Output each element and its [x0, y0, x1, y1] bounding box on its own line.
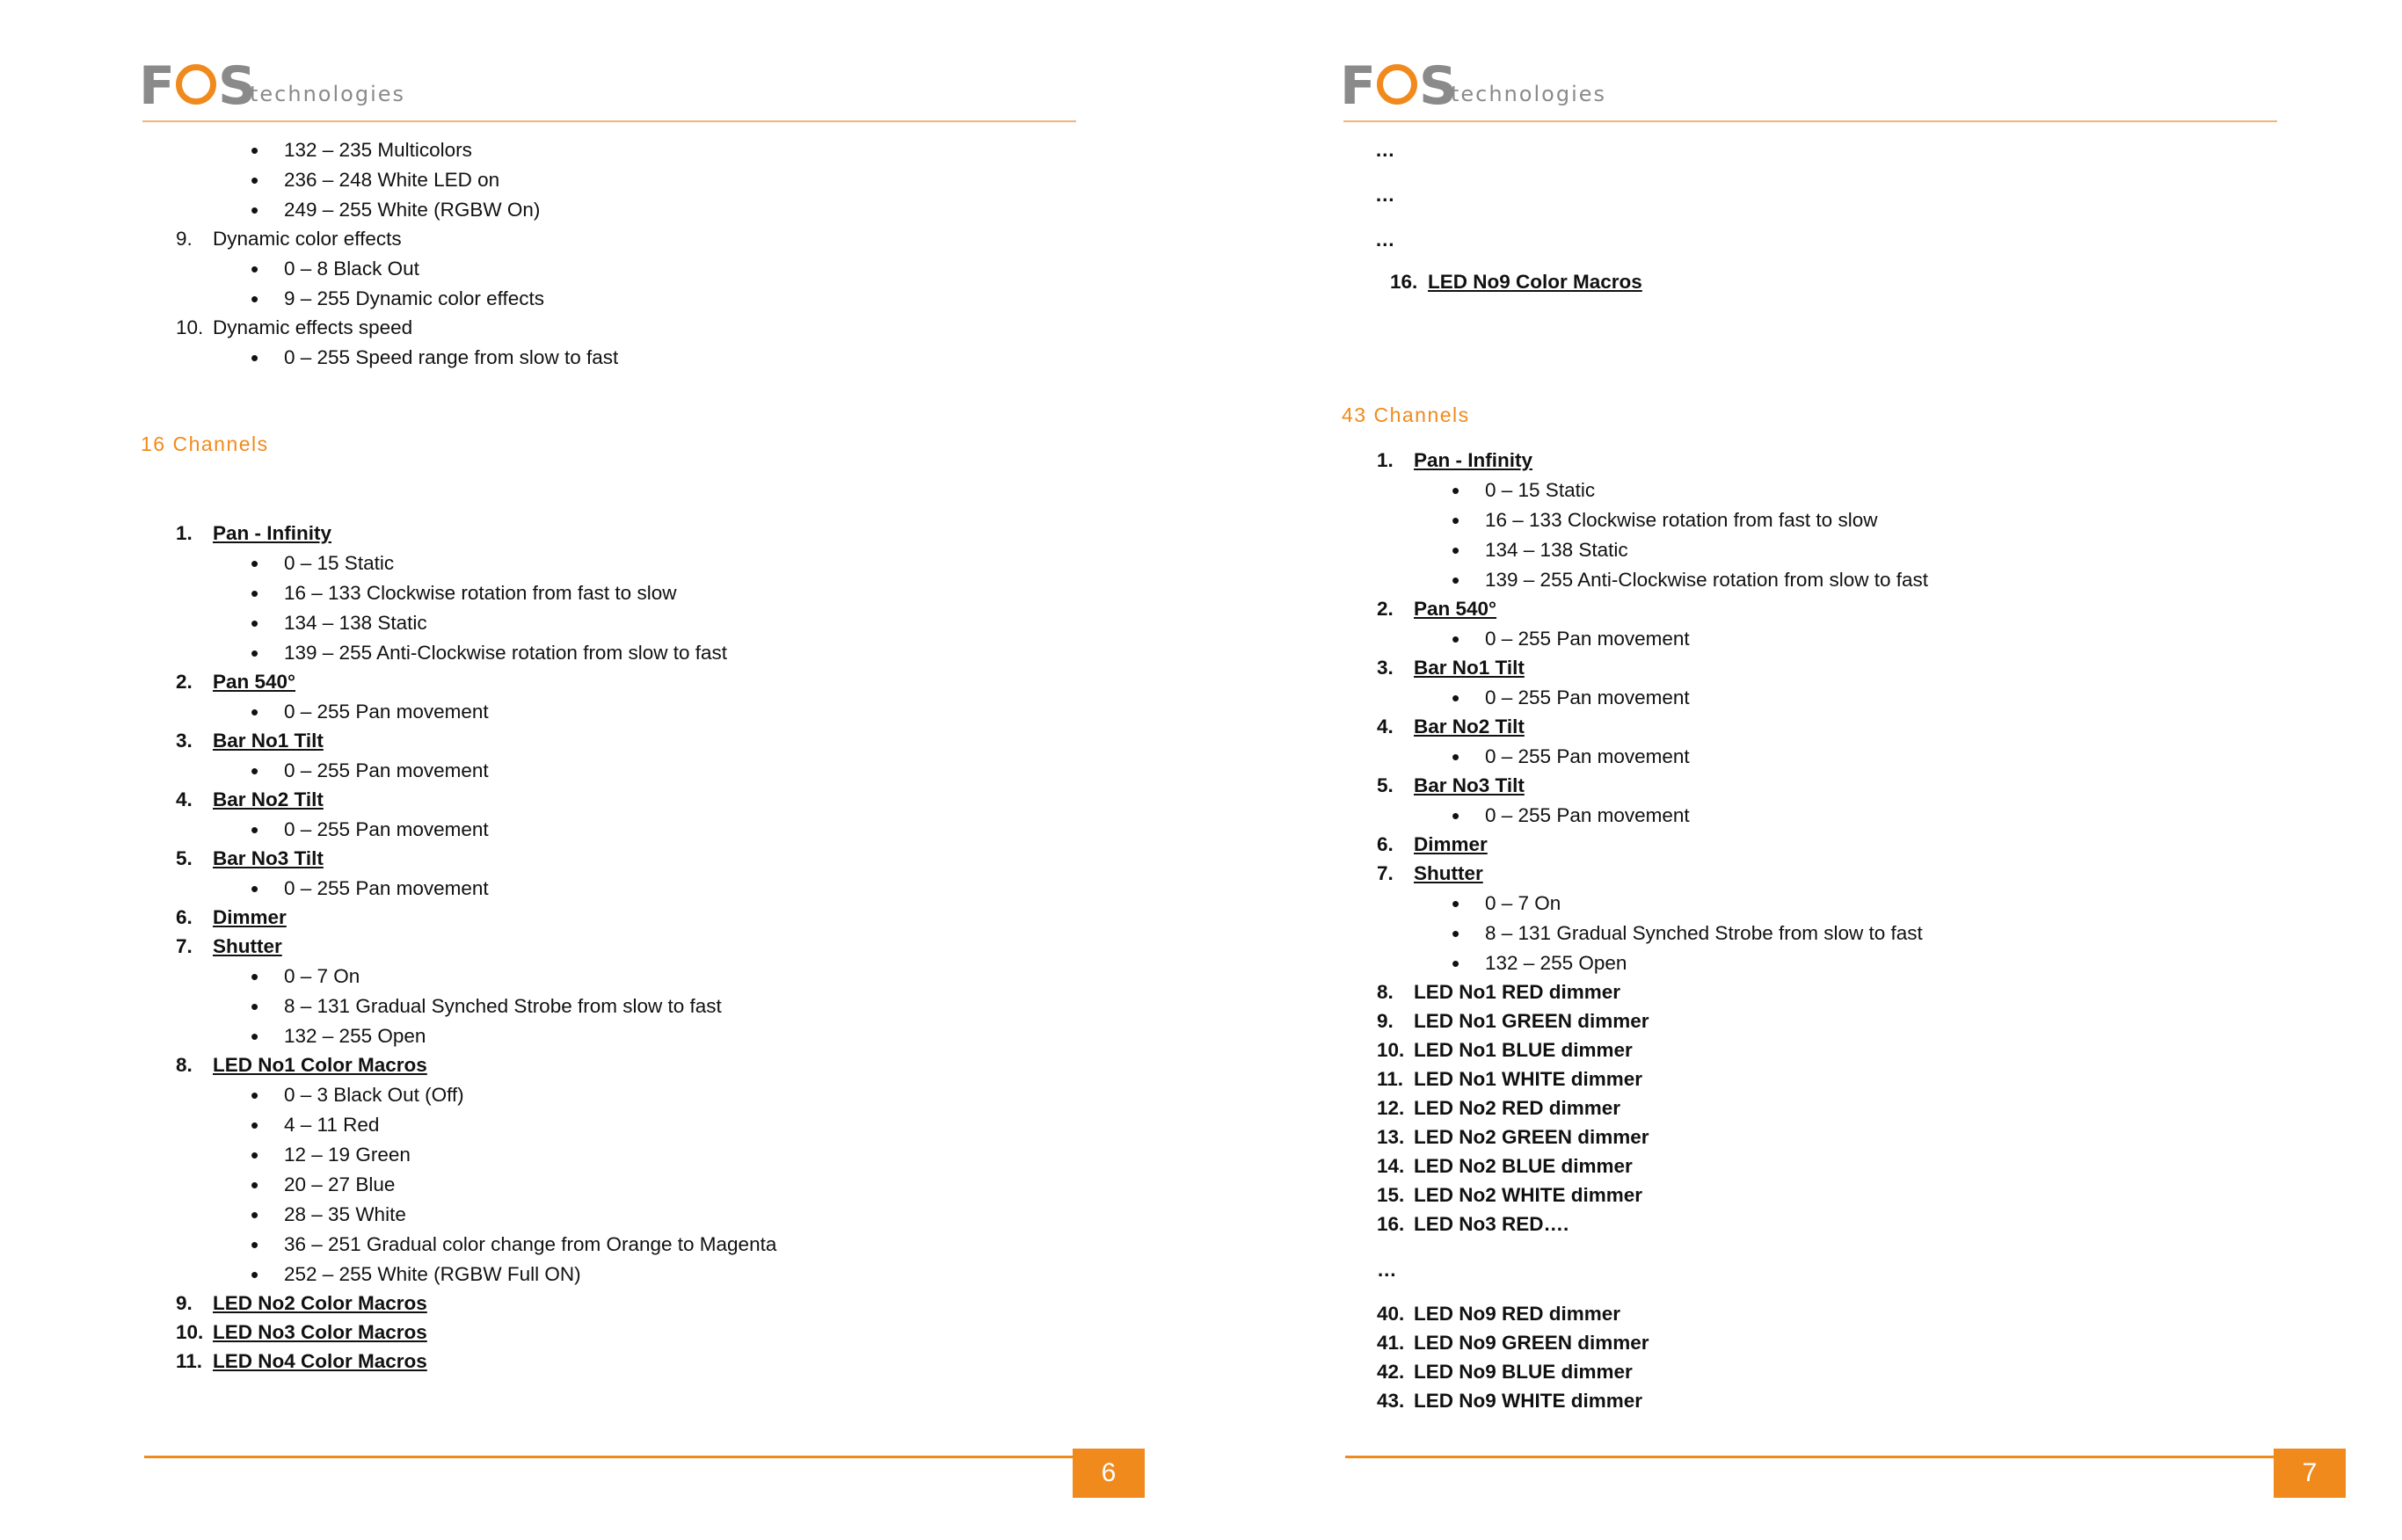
logo-suffix: technologies: [1451, 82, 1606, 106]
bullet-icon: •: [1452, 626, 1460, 652]
list-item-number: 40.: [1377, 1303, 1405, 1325]
bullet-icon: •: [251, 875, 259, 902]
list-item-number: 11.: [176, 1350, 203, 1372]
list-item: 0 – 255 Speed range from slow to fast: [284, 346, 619, 368]
bullet-icon: •: [251, 286, 259, 312]
bullet-icon: •: [251, 1082, 259, 1108]
bullet-icon: •: [251, 167, 259, 193]
list-item-number: 9.: [176, 228, 193, 250]
list-item: 139 – 255 Anti-Clockwise rotation from slow to fast: [284, 642, 727, 664]
channel-heading: Pan - Infinity: [1414, 449, 1532, 471]
bullet-icon: •: [1452, 477, 1460, 504]
right-page: [1201, 0, 2402, 1540]
list-item: 8 – 131 Gradual Synched Strobe from slow to fast: [284, 995, 722, 1017]
ellipsis: …: [1375, 229, 1395, 251]
footer-rule: [144, 1456, 1073, 1458]
list-item-number: 4.: [1377, 716, 1394, 737]
bullet-icon: •: [251, 963, 259, 990]
bullet-icon: •: [1452, 685, 1460, 711]
bullet-icon: •: [1452, 744, 1460, 770]
page-number: 6: [1073, 1449, 1145, 1498]
bullet-icon: •: [251, 197, 259, 223]
list-item: 0 – 255 Pan movement: [284, 818, 489, 840]
bullet-icon: •: [1452, 803, 1460, 829]
dimmer-channel: LED No9 RED dimmer: [1414, 1303, 1621, 1325]
channel-heading: LED No1 Color Macros: [213, 1054, 427, 1076]
dimmer-channel: LED No1 WHITE dimmer: [1414, 1068, 1643, 1090]
dimmer-channel: LED No9 BLUE dimmer: [1414, 1361, 1633, 1383]
list-item: 249 – 255 White (RGBW On): [284, 199, 541, 221]
channel-heading: Pan 540°: [1414, 598, 1497, 620]
dimmer-channel: LED No2 WHITE dimmer: [1414, 1184, 1643, 1206]
channel-heading: Shutter: [1414, 862, 1483, 884]
bullet-icon: •: [251, 1023, 259, 1050]
bullet-icon: •: [251, 1142, 259, 1168]
list-item: 0 – 255 Pan movement: [1485, 686, 1690, 708]
list-item: 16 – 133 Clockwise rotation from fast to slow: [1485, 509, 1878, 531]
channel-heading: Bar No2 Tilt: [213, 788, 324, 810]
list-item: 0 – 8 Black Out: [284, 258, 419, 280]
bullet-icon: •: [251, 817, 259, 843]
list-item: 36 – 251 Gradual color change from Orange to Magenta: [284, 1233, 777, 1255]
bullet-icon: •: [251, 550, 259, 577]
list-item: 0 – 255 Pan movement: [284, 759, 489, 781]
page-number: 7: [2274, 1449, 2346, 1498]
channel-heading: Bar No3 Tilt: [1414, 774, 1525, 796]
bullet-icon: •: [251, 1261, 259, 1288]
list-item: 4 – 11 Red: [284, 1114, 380, 1136]
bullet-icon: •: [1452, 567, 1460, 593]
bullet-icon: •: [251, 993, 259, 1020]
list-item-heading: Dynamic effects speed: [213, 316, 413, 338]
list-item-number: 12.: [1377, 1097, 1405, 1119]
list-item-number: 1.: [1377, 449, 1394, 471]
list-item-number: 5.: [176, 847, 193, 869]
channel-heading: Bar No1 Tilt: [213, 730, 324, 752]
list-item: 0 – 7 On: [284, 965, 360, 987]
list-item-number: 6.: [176, 906, 193, 928]
bullet-icon: •: [251, 1112, 259, 1138]
list-item: 0 – 15 Static: [1485, 479, 1596, 501]
bullet-icon: •: [251, 256, 259, 282]
dimmer-channel: LED No1 GREEN dimmer: [1414, 1010, 1649, 1032]
list-item: 8 – 131 Gradual Synched Strobe from slow to fast: [1485, 922, 1923, 944]
list-item: 20 – 27 Blue: [284, 1173, 396, 1195]
bullet-icon: •: [251, 1202, 259, 1228]
list-item-number: 43.: [1377, 1390, 1405, 1412]
list-item-number: 9.: [1377, 1010, 1394, 1032]
list-item-number: 5.: [1377, 774, 1394, 796]
logo-ring-icon: [1377, 64, 1417, 105]
bullet-icon: •: [251, 1172, 259, 1198]
list-item-number: 1.: [176, 522, 193, 544]
dimmer-channel: LED No9 WHITE dimmer: [1414, 1390, 1643, 1412]
channel-heading: LED No2 Color Macros: [213, 1292, 427, 1314]
logo-mark: F S: [139, 55, 256, 117]
list-item-number: 14.: [1377, 1155, 1405, 1177]
bullet-icon: •: [251, 345, 259, 371]
header-rule: [142, 120, 1076, 122]
logo-mark: F S: [1340, 55, 1457, 117]
list-item-number: 16.: [1377, 1213, 1405, 1235]
list-item: 132 – 255 Open: [284, 1025, 426, 1047]
list-item: 0 – 255 Pan movement: [1485, 804, 1690, 826]
section-title-43-channels: 43 Channels: [1342, 403, 1470, 426]
channel-heading: Pan - Infinity: [213, 522, 331, 544]
channel-heading: Dimmer: [1414, 833, 1488, 855]
list-item-number: 7.: [176, 935, 193, 957]
list-item: 134 – 138 Static: [284, 612, 427, 634]
list-item-number: 42.: [1377, 1361, 1405, 1383]
list-item: 0 – 3 Black Out (Off): [284, 1084, 464, 1106]
list-item-number: 10.: [1377, 1039, 1405, 1061]
list-item-number: 3.: [176, 730, 193, 752]
list-item: 16 – 133 Clockwise rotation from fast to slow: [284, 582, 677, 604]
channel-heading: LED No4 Color Macros: [213, 1350, 427, 1372]
fos-logo: [1340, 55, 1832, 117]
list-item-number: 8.: [176, 1054, 193, 1076]
list-item: 0 – 255 Pan movement: [1485, 745, 1690, 767]
list-item: 0 – 15 Static: [284, 552, 395, 574]
ellipsis: …: [1375, 139, 1395, 161]
dimmer-channel: LED No2 GREEN dimmer: [1414, 1126, 1649, 1148]
list-item: 28 – 35 White: [284, 1203, 406, 1225]
channel-heading: Bar No2 Tilt: [1414, 716, 1525, 737]
header-rule: [1343, 120, 2277, 122]
list-item-heading: Dynamic color effects: [213, 228, 402, 250]
bullet-icon: •: [1452, 920, 1460, 947]
bullet-icon: •: [251, 137, 259, 163]
dimmer-channel: LED No3 RED….: [1414, 1213, 1569, 1235]
bullet-icon: •: [1452, 507, 1460, 534]
dimmer-channel: LED No1 BLUE dimmer: [1414, 1039, 1633, 1061]
channel-heading: LED No9 Color Macros: [1428, 271, 1642, 293]
dimmer-channel: LED No1 RED dimmer: [1414, 981, 1621, 1003]
ellipsis: …: [1377, 1259, 1397, 1281]
list-item-number: 3.: [1377, 657, 1394, 679]
list-item: 0 – 255 Pan movement: [284, 701, 489, 723]
list-item-number: 13.: [1377, 1126, 1405, 1148]
dimmer-channel: LED No2 RED dimmer: [1414, 1097, 1621, 1119]
footer-rule: [1345, 1456, 2274, 1458]
logo-ring-icon: [176, 64, 216, 105]
list-item: 139 – 255 Anti-Clockwise rotation from slow to fast: [1485, 569, 1928, 591]
bullet-icon: •: [1452, 950, 1460, 977]
list-item-number: 6.: [1377, 833, 1394, 855]
list-item: 236 – 248 White LED on: [284, 169, 500, 191]
bullet-icon: •: [251, 580, 259, 607]
section-title-16-channels: 16 Channels: [141, 432, 269, 455]
dimmer-channel: LED No9 GREEN dimmer: [1414, 1332, 1649, 1354]
list-item: 12 – 19 Green: [284, 1144, 411, 1166]
list-item-number: 8.: [1377, 981, 1394, 1003]
fos-logo: [139, 55, 631, 117]
list-item-number: 10.: [176, 316, 204, 338]
list-item-number: 11.: [1377, 1068, 1404, 1090]
dimmer-channel: LED No2 BLUE dimmer: [1414, 1155, 1633, 1177]
channel-heading: Pan 540°: [213, 671, 296, 693]
list-item-number: 7.: [1377, 862, 1394, 884]
bullet-icon: •: [251, 1231, 259, 1258]
ellipsis: …: [1375, 184, 1395, 206]
list-item: 0 – 255 Pan movement: [284, 877, 489, 899]
bullet-icon: •: [251, 610, 259, 636]
list-item: 252 – 255 White (RGBW Full ON): [284, 1263, 581, 1285]
list-item-number: 2.: [1377, 598, 1394, 620]
list-item: 0 – 255 Pan movement: [1485, 628, 1690, 650]
list-item-number: 9.: [176, 1292, 193, 1314]
bullet-icon: •: [1452, 537, 1460, 563]
list-item: 134 – 138 Static: [1485, 539, 1628, 561]
list-item-number: 2.: [176, 671, 193, 693]
list-item: 132 – 255 Open: [1485, 952, 1627, 974]
list-item-number: 15.: [1377, 1184, 1405, 1206]
list-item-number: 10.: [176, 1321, 204, 1343]
list-item: 132 – 235 Multicolors: [284, 139, 472, 161]
list-item: 0 – 7 On: [1485, 892, 1561, 914]
list-item-number: 41.: [1377, 1332, 1405, 1354]
channel-heading: Dimmer: [213, 906, 287, 928]
bullet-icon: •: [251, 640, 259, 666]
channel-heading: Shutter: [213, 935, 282, 957]
logo-suffix: technologies: [250, 82, 405, 106]
list-item: 9 – 255 Dynamic color effects: [284, 287, 544, 309]
channel-heading: LED No3 Color Macros: [213, 1321, 427, 1343]
channel-heading: Bar No3 Tilt: [213, 847, 324, 869]
bullet-icon: •: [251, 699, 259, 725]
bullet-icon: •: [251, 758, 259, 784]
list-item-number: 4.: [176, 788, 193, 810]
bullet-icon: •: [1452, 890, 1460, 917]
list-item-number: 16.: [1390, 271, 1418, 293]
channel-heading: Bar No1 Tilt: [1414, 657, 1525, 679]
